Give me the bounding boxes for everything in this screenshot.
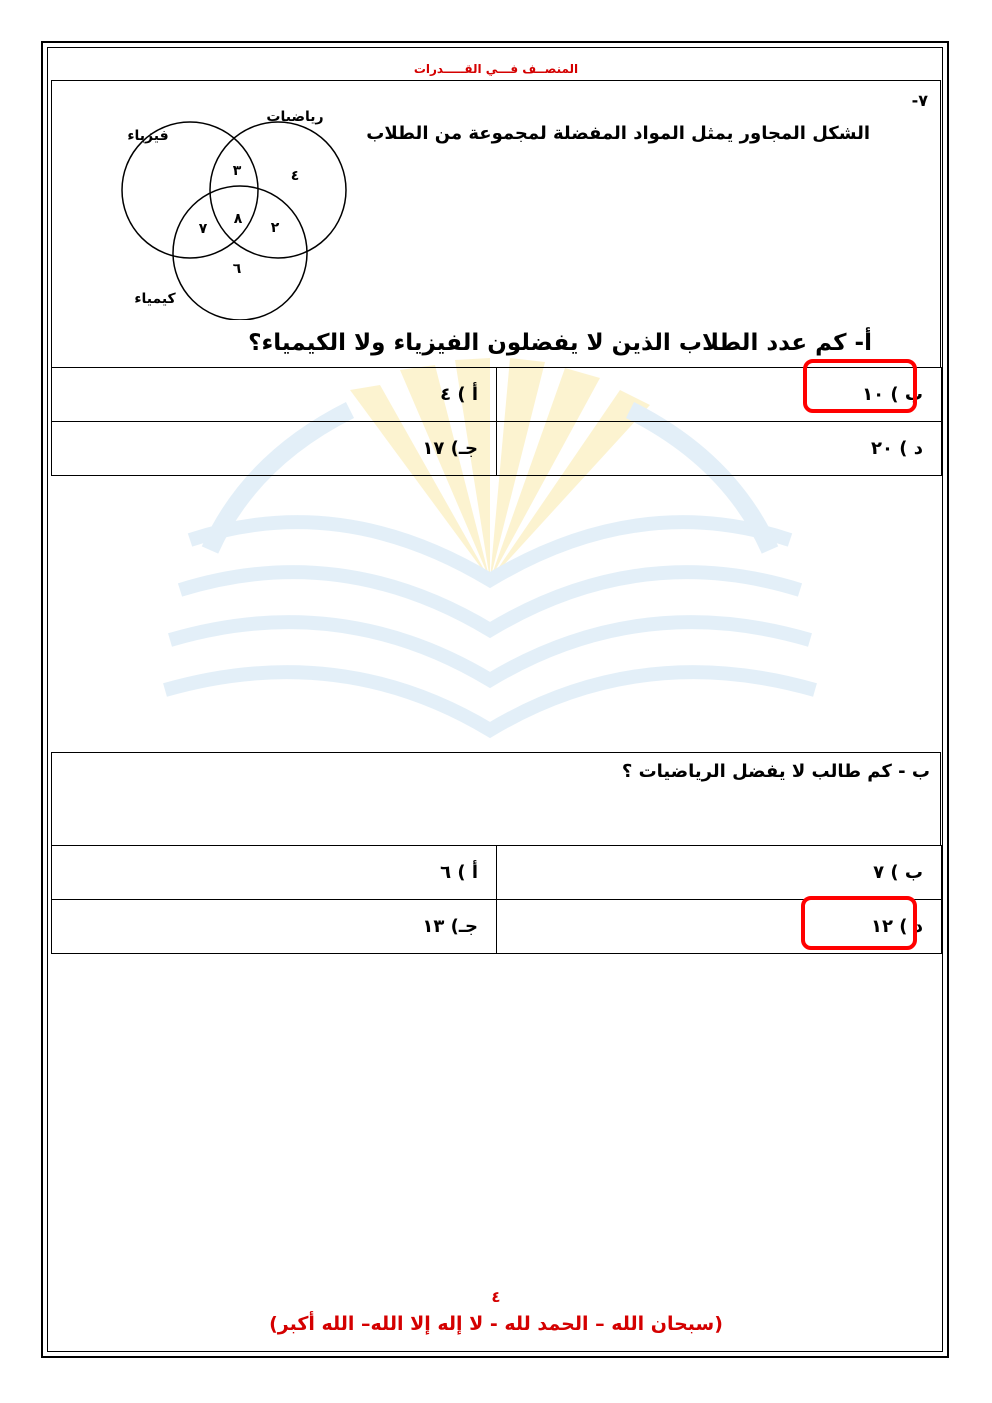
venn-label-math: رياضيات	[266, 109, 324, 125]
venn-diagram	[100, 95, 380, 320]
question-part-b: ب - كم طالب لا يفضل الرياضيات ؟	[621, 761, 930, 782]
option-d[interactable]: د ) ١٢	[497, 900, 942, 954]
venn-region-physics-chemistry: ٧	[198, 221, 208, 237]
math-circle	[210, 122, 346, 258]
option-c[interactable]: جـ) ١٣	[52, 900, 497, 954]
option-b[interactable]: ب ) ١٠	[497, 368, 942, 422]
venn-region-math-chemistry: ٢	[270, 220, 280, 236]
chemistry-circle	[173, 186, 307, 320]
venn-region-physics-math: ٣	[232, 163, 242, 179]
header-title: المنصــف فـــي القـــــدرات	[413, 62, 579, 76]
question-number: ٧-	[911, 91, 928, 110]
option-c[interactable]: جـ) ١٧	[52, 422, 497, 476]
option-d[interactable]: د ) ٢٠	[497, 422, 942, 476]
venn-region-chemistry-only: ٦	[232, 261, 242, 277]
venn-label-chemistry: كيمياء	[134, 291, 176, 307]
question-text: الشكل المجاور يمثل المواد المفضلة لمجموعة من الطلاب	[366, 123, 870, 144]
venn-label-physics: فيزياء	[127, 128, 169, 144]
option-b[interactable]: ب ) ٧	[497, 846, 942, 900]
page-number: ٤	[491, 1288, 501, 1306]
venn-region-math-only: ٤	[290, 168, 300, 184]
venn-region-all-three: ٨	[233, 211, 243, 227]
footer-text: (سبحان الله – الحمد لله - لا إله إلا الله– الله أكبر)	[269, 1313, 723, 1335]
question-b-box	[51, 752, 941, 845]
answer-highlight-b	[801, 896, 917, 950]
answer-highlight-a	[803, 359, 917, 413]
option-a[interactable]: أ ) ٤	[52, 368, 497, 422]
option-a[interactable]: أ ) ٦	[52, 846, 497, 900]
question-part-a: أ- كم عدد الطلاب الذين لا يفضلون الفيزياء ولا الكيمياء؟	[248, 330, 872, 356]
